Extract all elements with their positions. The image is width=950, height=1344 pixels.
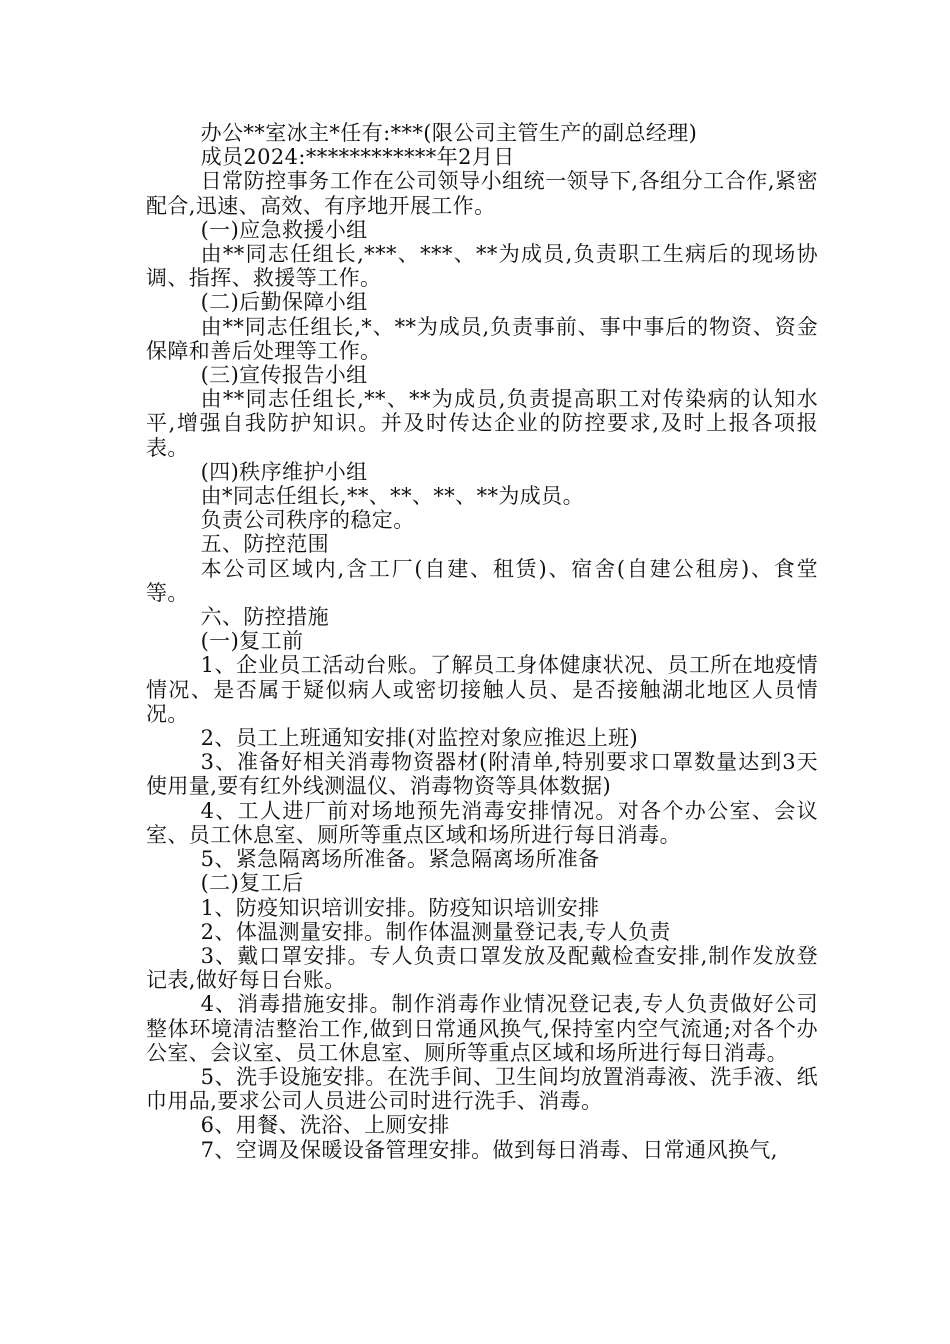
heading-measures: 六、防控措施 (200, 605, 329, 630)
heading-emergency-rescue-group: (一)应急救援小组 (200, 217, 368, 242)
paragraph-scope: 本公司区域内,含工厂(自建、租赁)、宿舍(自建公租房)、食堂等。 (146, 556, 818, 605)
paragraph-before-3: 3、准备好相关消毒物资器材(附清单,特别要求口罩数量达到3天使用量,要有红外线测温仪、消毒物资等具体数据) (146, 750, 818, 799)
paragraph-order-duty: 负责公司秩序的稳定。 (200, 508, 415, 533)
paragraph-before-2: 2、员工上班通知安排(对监控对象应推迟上班) (200, 726, 639, 751)
paragraph-emergency-rescue: 由**同志任组长,***、***、**为成员,负责职工生病后的现场协调、指挥、救援等工作。 (146, 242, 818, 291)
paragraph-after-2: 2、体温测量安排。制作体温测量登记表,专人负责 (200, 919, 671, 944)
paragraph-daily-work: 日常防控事务工作在公司领导小组统一领导下,各组分工合作,紧密配合,迅速、高效、有序地开展工作。 (146, 169, 818, 218)
paragraph-before-5: 5、紧急隔离场所准备。紧急隔离场所准备 (200, 847, 600, 872)
document-body (146, 121, 818, 1162)
paragraph-logistics: 由**同志任组长,*、**为成员,负责事前、事中事后的物资、资金保障和善后处理等工作。 (146, 314, 818, 363)
heading-publicity-group: (三)宣传报告小组 (200, 363, 368, 388)
heading-order-group: (四)秩序维护小组 (200, 459, 368, 484)
paragraph-order-members: 由*同志任组长,**、**、**、**为成员。 (200, 484, 584, 509)
paragraph-after-7: 7、空调及保暖设备管理安排。做到每日消毒、日常通风换气, (200, 1137, 778, 1162)
paragraph-after-4: 4、消毒措施安排。制作消毒作业情况登记表,专人负责做好公司整体环境清洁整治工作,做到日常通风换气,保持室内空气流通;对各个办公室、会议室、员工休息室、厕所等重点区域和场所进行每日消毒。 (146, 992, 818, 1065)
paragraph-after-3: 3、戴口罩安排。专人负责口罩发放及配戴检查安排,制作发放登记表,做好每日台账。 (146, 943, 818, 993)
paragraph-before-4: 4、工人进厂前对场地预先消毒安排情况。对各个办公室、会议室、员工休息室、厕所等重点区域和场所进行每日消毒。 (146, 798, 818, 847)
paragraph-after-6: 6、用餐、洗浴、上厕安排 (200, 1113, 450, 1138)
paragraph-publicity: 由**同志任组长,**、**为成员,负责提高职工对传染病的认知水平,增强自我防护知识。并及时传达企业的防控要求,及时上报各项报表。 (146, 387, 818, 460)
heading-after-resumption: (二)复工后 (200, 871, 304, 896)
paragraph-members: 成员2024:************年2月日 (200, 145, 515, 170)
paragraph-office-director: 办公**室冰主*任有:***(限公司主管生产的副总经理) (200, 121, 698, 145)
paragraph-after-1: 1、防疫知识培训安排。防疫知识培训安排 (200, 895, 600, 920)
heading-scope: 五、防控范围 (200, 532, 329, 557)
paragraph-before-1: 1、企业员工活动台账。了解员工身体健康状况、员工所在地疫情情况、是否属于疑似病人或密切接触人员、是否接触湖北地区人员情况。 (146, 653, 818, 726)
heading-before-resumption: (一)复工前 (200, 629, 304, 654)
heading-logistics-group: (二)后勤保障小组 (200, 290, 368, 315)
paragraph-after-5: 5、洗手设施安排。在洗手间、卫生间均放置消毒液、洗手液、纸巾用品,要求公司人员进公司时进行洗手、消毒。 (146, 1064, 818, 1114)
